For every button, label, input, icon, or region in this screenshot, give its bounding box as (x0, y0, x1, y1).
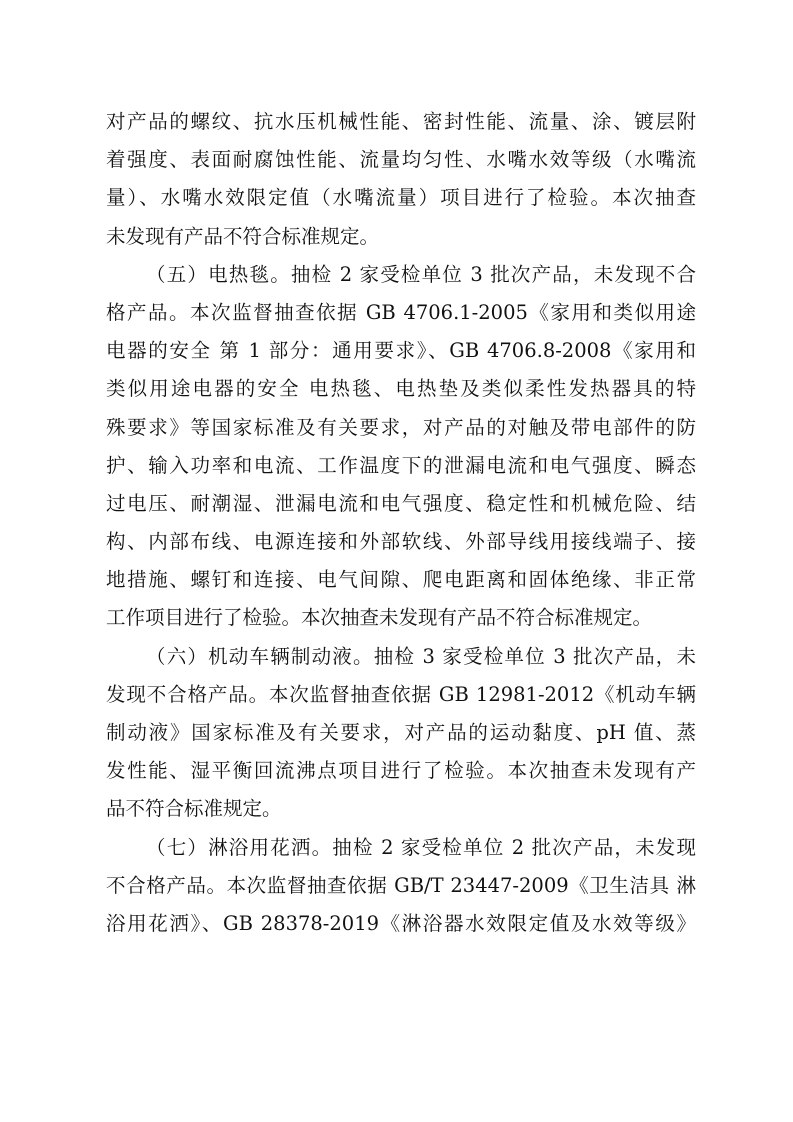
text-line: （七）淋浴用花洒。抽检 2 家受检单位 2 批次产品，未发现 (146, 835, 696, 859)
text-line: 过电压、耐潮湿、泄漏电流和电气强度、稳定性和机械危险、结 (106, 491, 696, 515)
paragraph (106, 103, 696, 256)
text-line: 电器的安全 第 1 部分：通用要求》、GB 4706.8-2008《家用和 (106, 339, 696, 363)
text-line: 发性能、湿平衡回流沸点项目进行了检验。本次抽查未发现有产 (106, 759, 696, 783)
text-line: 未发现有产品不符合标准规定。 (106, 224, 380, 248)
text-line: 品不符合标准规定。 (106, 797, 282, 821)
text-line: 发现不合格产品。本次监督抽查依据 GB 12981-2012《机动车辆 (106, 682, 696, 706)
text-line: 殊要求》等国家标准及有关要求，对产品的对触及带电部件的防 (106, 415, 696, 439)
text-line: 着强度、表面耐腐蚀性能、流量均匀性、水嘴水效等级（水嘴流 (106, 148, 696, 172)
text-line: 制动液》国家标准及有关要求，对产品的运动黏度、pH 值、蒸 (106, 721, 696, 744)
text-line: 构、内部布线、电源连接和外部软线、外部导线用接线端子、接 (106, 530, 696, 554)
text-line: 格产品。本次监督抽查依据 GB 4706.1-2005《家用和类似用途 (106, 300, 696, 324)
text-line: （六）机动车辆制动液。抽检 3 家受检单位 3 批次产品，未 (146, 644, 696, 668)
text-line: 不合格产品。本次监督抽查依据 GB/T 23447-2009《卫生洁具 淋 (106, 873, 696, 897)
text-line: 护、输入功率和电流、工作温度下的泄漏电流和电气强度、瞬态 (106, 453, 696, 477)
text-line: 浴用花洒》、GB 28378-2019《淋浴器水效限定值及水效等级》 (106, 911, 696, 935)
text-line: 对产品的螺纹、抗水压机械性能、密封性能、流量、涂、镀层附 (106, 110, 696, 133)
paragraph (106, 256, 696, 638)
text-line: 量）、水嘴水效限定值（水嘴流量）项目进行了检验。本次抽查 (106, 186, 696, 210)
text-line: 地措施、螺钉和连接、电气间隙、爬电距离和固体绝缘、非正常 (106, 568, 696, 592)
paragraph (106, 829, 696, 944)
text-line: （五）电热毯。抽检 2 家受检单位 3 批次产品，未发现不合 (146, 262, 696, 286)
text-line: 类似用途电器的安全 电热毯、电热垫及类似柔性发热器具的特 (106, 377, 696, 401)
text-line: 工作项目进行了检验。本次抽查未发现有产品不符合标准规定。 (106, 606, 653, 630)
document-body (106, 103, 696, 943)
paragraph (106, 638, 696, 829)
